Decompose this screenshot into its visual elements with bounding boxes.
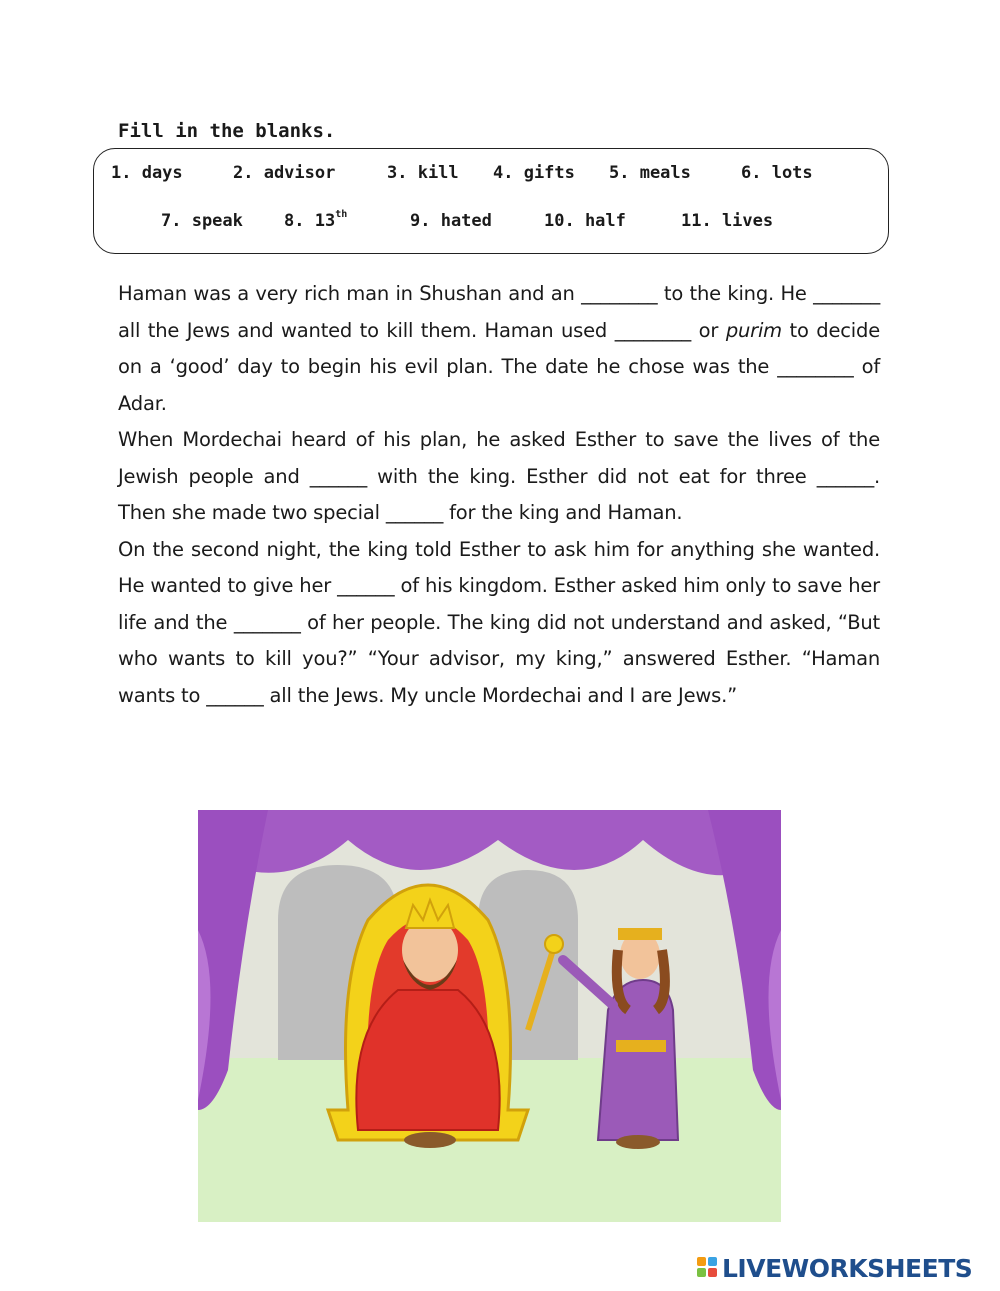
blank-answer[interactable]: ______: [816, 464, 874, 488]
story-passage: [118, 276, 880, 714]
logo-icon: [697, 1257, 719, 1279]
blank-answer[interactable]: ______: [337, 574, 395, 597]
paragraph-1: Haman was a very rich man in Shushan and an ________ to the king. He _______ all the Jews and wanted to kill them. Haman used ________ or purim to decide on a ‘good’ day to begin his evil plan. The date he chose was the ________ of Adar.: [118, 282, 881, 415]
word-bank-item: 8. 13th: [284, 209, 348, 231]
blank-answer[interactable]: ______: [385, 501, 444, 524]
blank-answer[interactable]: ______: [309, 464, 368, 488]
esther-sandals: [616, 1135, 660, 1149]
liveworksheets-logo: LIVEWORKSHEETS: [697, 1253, 972, 1283]
word-bank-item: 5. meals: [609, 163, 691, 183]
word-bank-item: 10. half: [544, 211, 626, 231]
king-sandals: [404, 1132, 456, 1148]
word-bank-item: 3. kill: [387, 163, 459, 183]
word-bank-item: 4. gifts: [493, 163, 575, 183]
instructions-heading: Fill in the blanks.: [118, 120, 336, 142]
word-bank-item: 11. lives: [681, 211, 774, 231]
esther-headband: [618, 928, 662, 940]
word-bank-item: 1. days: [111, 163, 183, 183]
blank-answer[interactable]: _______: [813, 282, 880, 305]
word-bank-item: 7. speak: [161, 211, 243, 231]
word-bank-item: 9. hated: [410, 211, 492, 231]
blank-answer[interactable]: ________: [581, 282, 658, 305]
word-bank: [93, 148, 889, 254]
blank-answer[interactable]: ________: [614, 318, 692, 342]
king-robe: [356, 990, 499, 1130]
scepter-orb: [545, 935, 563, 953]
king-and-esther-illustration: [198, 810, 781, 1222]
blank-answer[interactable]: ________: [777, 355, 854, 378]
esther-belt: [616, 1040, 666, 1052]
blank-answer[interactable]: ______: [206, 683, 264, 707]
paragraph-3: On the second night, the king told Esther to ask him for anything she wanted. He wanted to give her ______ of his kingdom. Esther asked him only to save her life and the _______ of her people. The king did not understand and asked, “But who wants to kill you?” “Your advisor, my king,” answered Esther. “Haman wants to ______ all the Jews. My uncle Mordechai and I are Jews.”: [118, 537, 881, 707]
blank-answer[interactable]: _______: [233, 610, 301, 634]
word-bank-item: 2. advisor: [233, 163, 336, 183]
word-bank-item: 6. lots: [741, 163, 813, 183]
paragraph-2: When Mordechai heard of his plan, he asked Esther to save the lives of the Jewish people and ______ with the king. Esther did not eat for three ______. Then she made two special ______ for the king and Haman.: [118, 428, 880, 524]
